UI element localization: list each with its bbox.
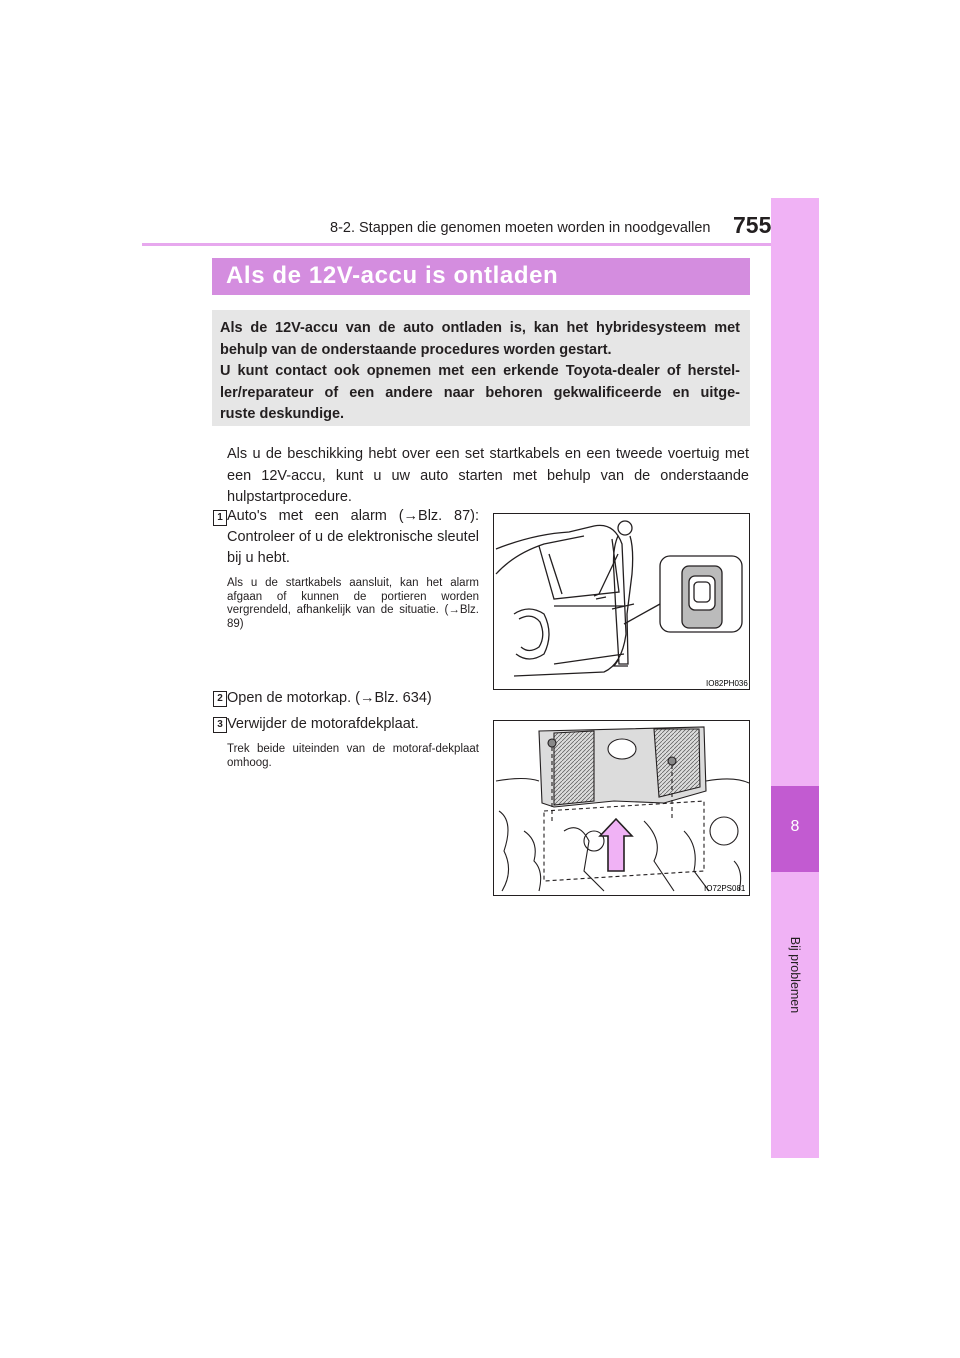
step-3-note: Trek beide uiteinden van de motoraf-dekplaat omhoog.	[227, 743, 479, 769]
chapter-label: Bij problemen	[788, 936, 802, 1014]
step-1-text: Auto's met een alarm (→Blz. 87): Controleer of u de elektronische sleutel bij u hebt.	[227, 508, 479, 566]
step-number-2: 2	[213, 691, 227, 707]
step-number-1: 1	[213, 510, 227, 526]
step-number-3: 3	[213, 717, 227, 733]
page-title: Als de 12V-accu is ontladen	[226, 262, 559, 289]
chapter-label-wrap	[780, 936, 810, 1014]
figure-car-door-key	[493, 513, 750, 690]
intro-line: U kunt contact ook opnemen met een erkende Toyota-dealer of herstel-	[220, 363, 740, 379]
intro-line: ruste deskundige.	[220, 406, 345, 422]
body-paragraph: Als u de beschikking hebt over een set startkabels en een tweede voertuig met een 12V-accu, kunt u uw auto starten met behulp van de onderstaande hulpstartprocedure.	[227, 446, 749, 505]
intro-line: Als de 12V-accu van de auto ontladen is, kan het hybridesysteem met	[220, 320, 740, 336]
step-2-text: Open de motorkap. (→Blz. 634)	[227, 690, 432, 706]
page-number: 755	[733, 212, 772, 238]
figure-2-code: IO72PS081	[704, 884, 746, 893]
chapter-side-tab	[771, 198, 819, 1158]
figure-engine-cover	[493, 720, 750, 896]
engine-cover-illustration-icon	[494, 721, 750, 896]
chapter-number: 8	[790, 818, 800, 835]
intro-box	[212, 310, 750, 426]
step-1-note: Als u de startkabels aansluit, kan het alarm afgaan of kunnen de portieren worden vergrendeld, afhankelijk van de situatie. (→Blz. 89)	[227, 577, 479, 630]
intro-line: ler/reparateur of een andere naar behoren gekwalificeerde en uitge-	[220, 384, 740, 401]
section-header: 8-2. Stappen die genomen moeten worden in noodgevallen	[330, 220, 711, 236]
intro-line: behulp van de onderstaande procedures worden gestart.	[220, 341, 612, 358]
car-door-key-illustration-icon	[494, 514, 750, 690]
header-divider	[142, 243, 819, 246]
figure-1-code: IO82PH036	[706, 679, 748, 688]
step-3-text: Verwijder de motorafdekplaat.	[227, 716, 419, 732]
